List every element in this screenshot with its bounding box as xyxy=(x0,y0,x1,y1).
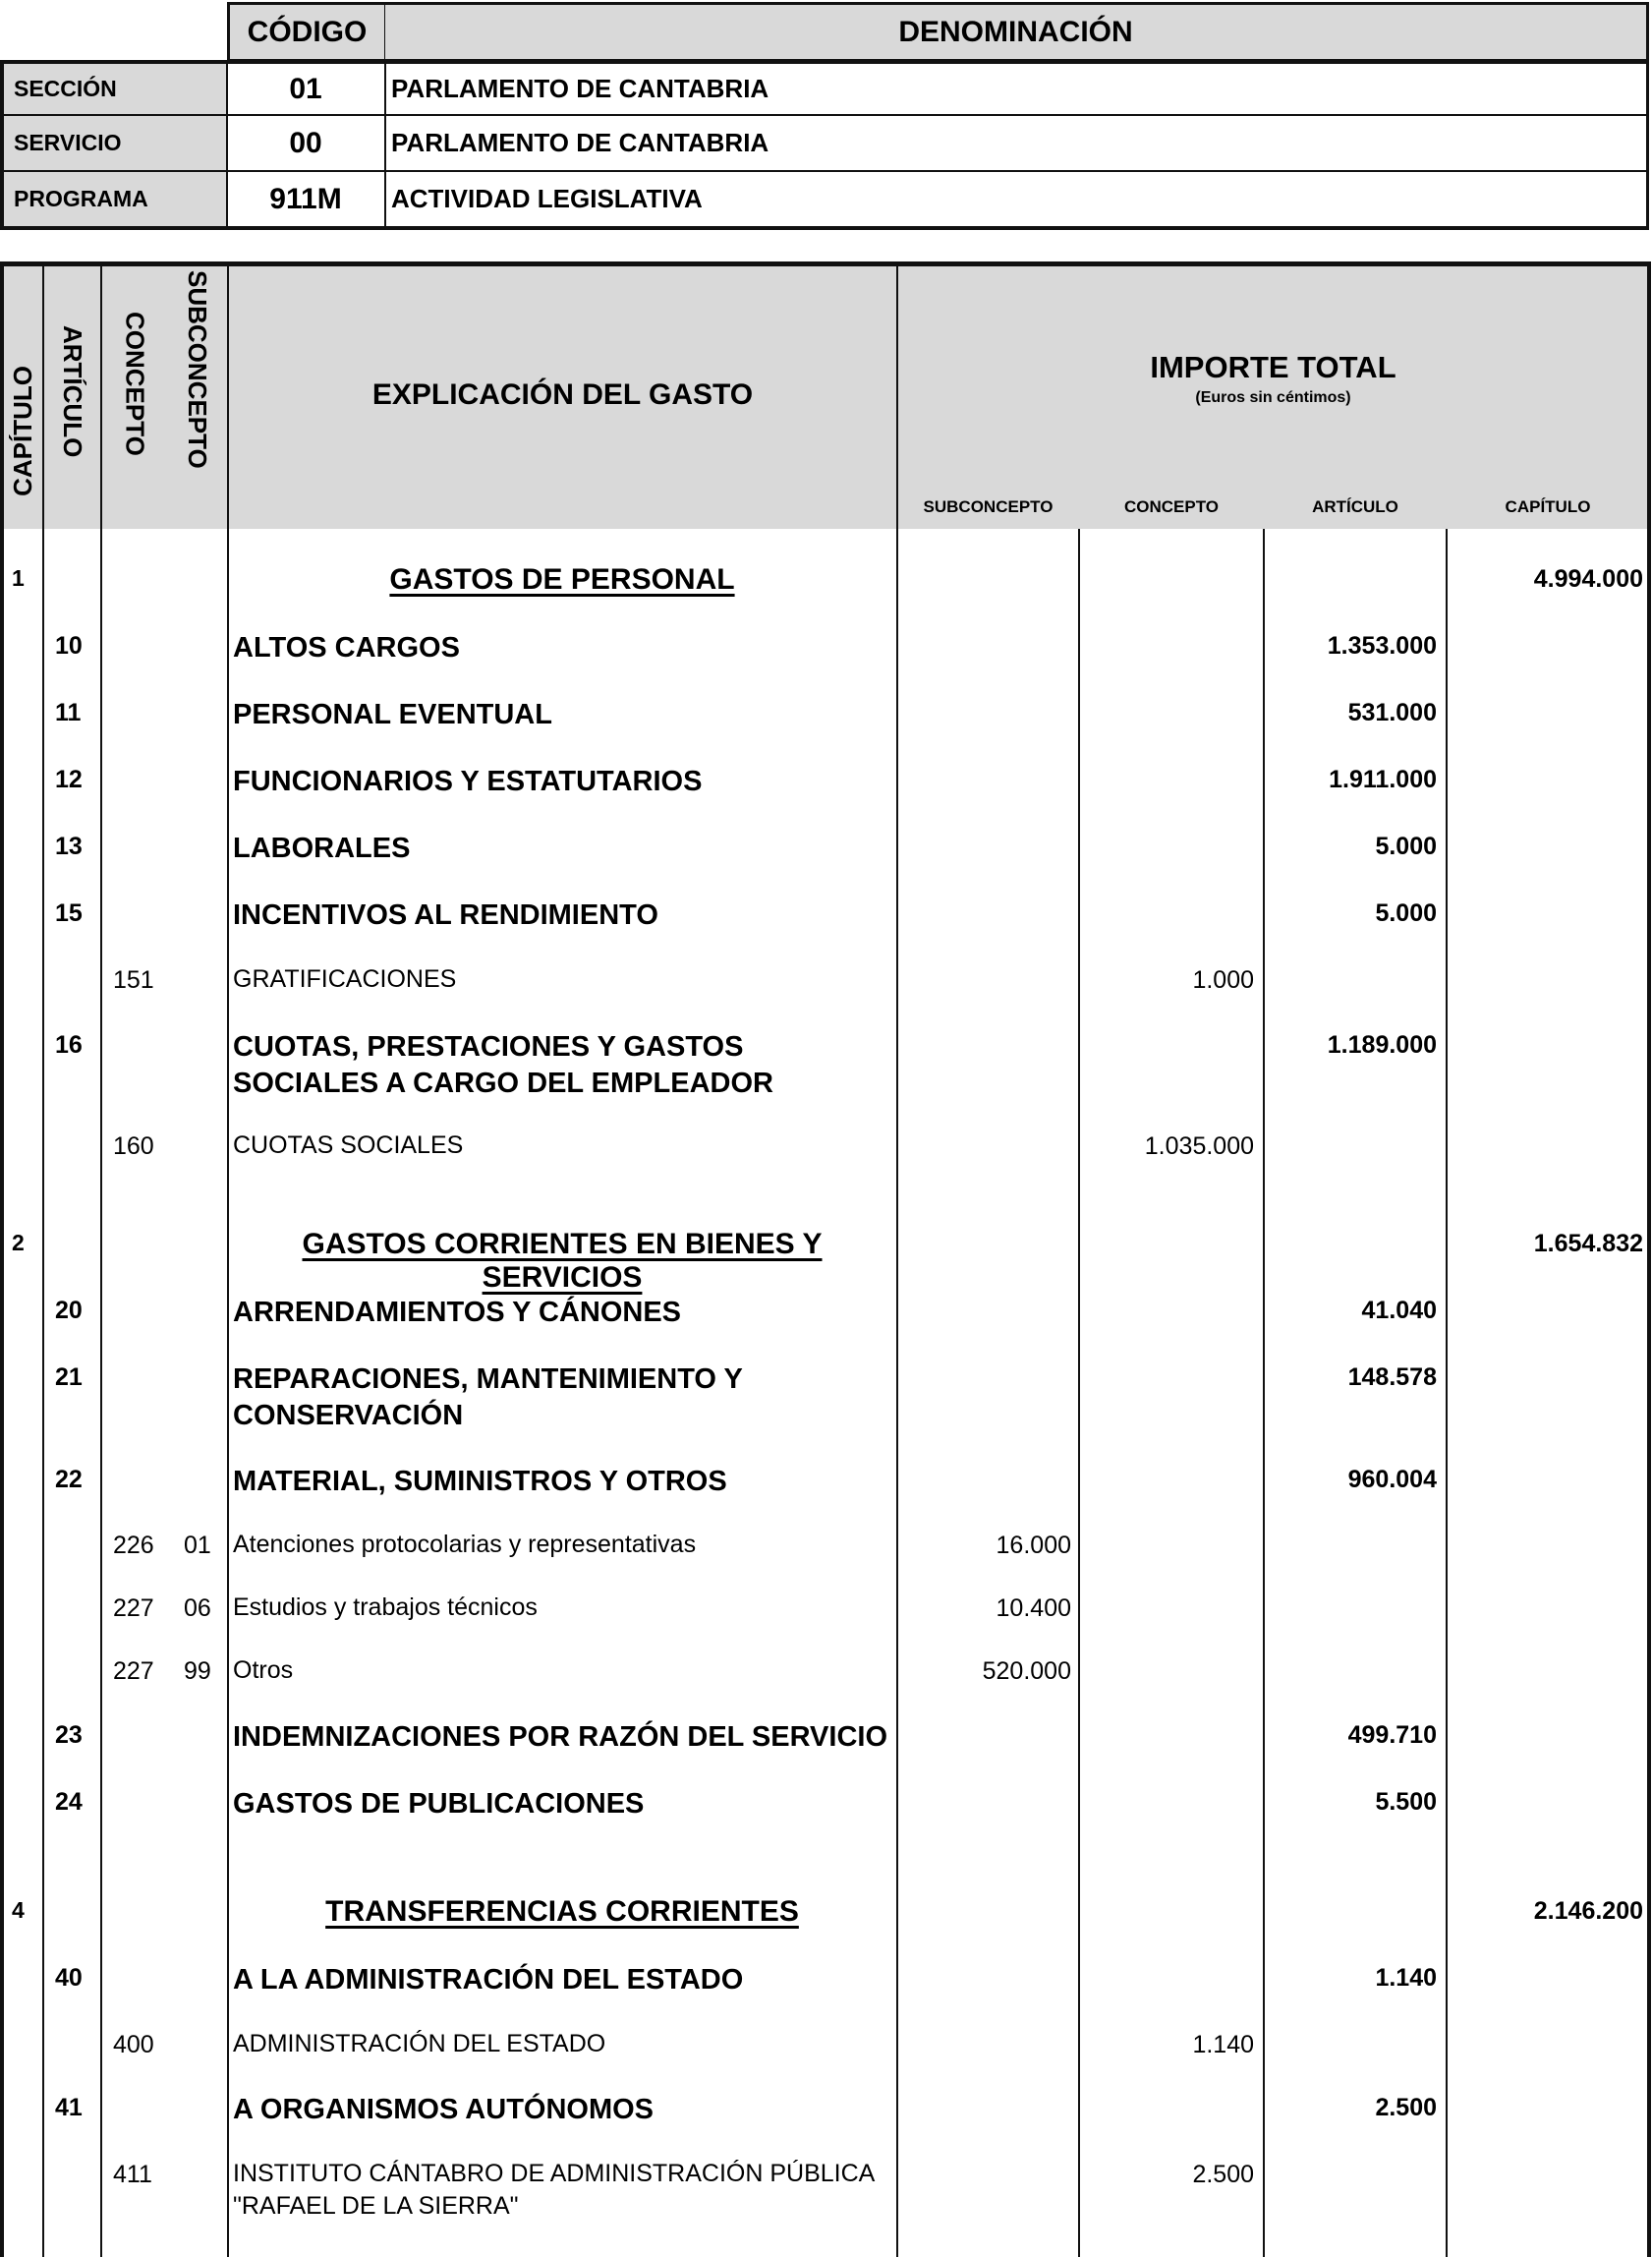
row-description: Atenciones protocolarias y representativas xyxy=(233,1531,697,1558)
concepto-code: 227 xyxy=(113,1594,154,1622)
amount-articulo-header: ARTÍCULO xyxy=(1312,497,1398,516)
concepto-code: 411 xyxy=(113,2161,152,2188)
articulo-amount: 2.500 xyxy=(1375,2094,1437,2121)
row-description: REPARACIONES, MANTENIMIENTO Y CONSERVACIÓN xyxy=(233,1363,743,1431)
row-description: FUNCIONARIOS Y ESTATUTARIOS xyxy=(233,766,703,797)
seccion-code: 01 xyxy=(227,60,386,116)
row-description: INDEMNIZACIONES POR RAZÓN DEL SERVICIO xyxy=(233,1721,887,1753)
capitulo-column-header: CAPÍTULO xyxy=(8,365,37,496)
importe-total-subtitle: (Euros sin céntimos) xyxy=(1195,389,1351,406)
articulo-code: 12 xyxy=(55,766,83,793)
capitulo-amount: 1.654.832 xyxy=(1533,1230,1643,1257)
row-description: ALTOS CARGOS xyxy=(233,632,460,664)
row-description: INSTITUTO CÁNTABRO DE ADMINISTRACIÓN PÚBLICA "RAFAEL DE LA SIERRA" xyxy=(233,2160,874,2220)
capitulo-amount: 2.146.200 xyxy=(1533,1897,1643,1925)
seccion-name: PARLAMENTO DE CANTABRIA xyxy=(385,60,1649,116)
articulo-code: 20 xyxy=(55,1297,83,1324)
articulo-code: 15 xyxy=(55,899,83,927)
articulo-code: 10 xyxy=(55,632,83,660)
subconcepto-amount: 10.400 xyxy=(996,1594,1071,1622)
denominacion-column-header: DENOMINACIÓN xyxy=(385,2,1649,61)
servicio-name: PARLAMENTO DE CANTABRIA xyxy=(385,116,1649,172)
budget-header xyxy=(0,0,1652,231)
articulo-column-header: ARTÍCULO xyxy=(58,324,87,458)
row-description: GASTOS DE PUBLICACIONES xyxy=(233,1788,645,1820)
subconcepto-amount: 16.000 xyxy=(996,1532,1071,1559)
articulo-code: 23 xyxy=(55,1721,83,1749)
row-description: INCENTIVOS AL RENDIMIENTO xyxy=(233,899,658,931)
articulo-amount: 1.189.000 xyxy=(1327,1031,1437,1059)
amount-concepto-header: CONCEPTO xyxy=(1123,497,1220,516)
programa-code: 911M xyxy=(227,172,386,230)
capitulo-amount: 4.994.000 xyxy=(1533,565,1643,593)
subconcepto-column-header: SUBCONCEPTO xyxy=(183,270,212,469)
divider xyxy=(100,261,102,2257)
concepto-code: 151 xyxy=(113,966,154,994)
concepto-amount: 1.140 xyxy=(1192,2031,1254,2058)
articulo-code: 22 xyxy=(55,1466,83,1493)
row-description: PERSONAL EVENTUAL xyxy=(233,699,552,730)
concepto-amount: 1.035.000 xyxy=(1144,1132,1254,1160)
concepto-code: 227 xyxy=(113,1657,154,1685)
row-description: ADMINISTRACIÓN DEL ESTADO xyxy=(233,2030,606,2057)
divider xyxy=(42,261,44,2257)
articulo-amount: 5.000 xyxy=(1375,833,1437,860)
articulo-code: 41 xyxy=(55,2094,83,2121)
capitulo-code: 1 xyxy=(12,565,25,591)
row-description: GRATIFICACIONES xyxy=(233,965,457,993)
articulo-amount: 1.140 xyxy=(1375,1964,1437,1992)
articulo-amount: 5.500 xyxy=(1375,1788,1437,1816)
row-description: ARRENDAMIENTOS Y CÁNONES xyxy=(233,1297,682,1328)
programa-label: PROGRAMA xyxy=(0,172,228,230)
concepto-code: 160 xyxy=(113,1132,154,1160)
articulo-amount: 960.004 xyxy=(1347,1466,1437,1493)
table-border-right xyxy=(1647,261,1651,2257)
concepto-code: 400 xyxy=(113,2031,154,2058)
explicacion-column-header: EXPLICACIÓN DEL GASTO xyxy=(371,378,754,411)
subconcepto-amount: 520.000 xyxy=(982,1657,1071,1685)
row-description: GASTOS DE PERSONAL xyxy=(389,563,735,596)
codigo-column-header: CÓDIGO xyxy=(227,2,386,61)
row-description: Estudios y trabajos técnicos xyxy=(233,1593,538,1621)
articulo-code: 21 xyxy=(55,1363,83,1391)
capitulo-code: 2 xyxy=(12,1230,25,1255)
articulo-amount: 5.000 xyxy=(1375,899,1437,927)
articulo-amount: 499.710 xyxy=(1347,1721,1437,1749)
importe-total-title: IMPORTE TOTAL xyxy=(1150,350,1396,384)
row-description: LABORALES xyxy=(233,833,411,864)
subconcepto-code: 99 xyxy=(184,1657,211,1685)
divider xyxy=(227,261,229,2257)
row-description: GASTOS CORRIENTES EN BIENES Y SERVICIOS xyxy=(302,1228,823,1294)
articulo-amount: 531.000 xyxy=(1347,699,1437,726)
articulo-code: 11 xyxy=(55,699,82,726)
seccion-label: SECCIÓN xyxy=(0,60,228,116)
servicio-code: 00 xyxy=(227,116,386,172)
capitulo-code: 4 xyxy=(12,1897,25,1923)
row-description: MATERIAL, SUMINISTROS Y OTROS xyxy=(233,1466,727,1497)
articulo-code: 13 xyxy=(55,833,83,860)
articulo-amount: 148.578 xyxy=(1347,1363,1437,1391)
concepto-column-header: CONCEPTO xyxy=(120,311,150,456)
importe-total-header xyxy=(897,350,1649,407)
row-description: CUOTAS SOCIALES xyxy=(233,1131,464,1159)
articulo-amount: 1.911.000 xyxy=(1329,766,1437,793)
divider xyxy=(1078,529,1080,2257)
concepto-code: 226 xyxy=(113,1532,154,1559)
divider xyxy=(1446,529,1448,2257)
divider xyxy=(896,261,898,2257)
row-description: A ORGANISMOS AUTÓNOMOS xyxy=(233,2094,655,2125)
articulo-code: 16 xyxy=(55,1031,83,1059)
programa-name: ACTIVIDAD LEGISLATIVA xyxy=(385,172,1649,230)
row-description: CUOTAS, PRESTACIONES Y GASTOS SOCIALES A CARGO DEL EMPLEADOR xyxy=(233,1031,773,1099)
amount-capitulo-header: CAPÍTULO xyxy=(1505,497,1591,516)
concepto-amount: 1.000 xyxy=(1192,966,1254,994)
servicio-label: SERVICIO xyxy=(0,116,228,172)
subconcepto-code: 06 xyxy=(184,1594,211,1622)
articulo-code: 40 xyxy=(55,1964,83,1992)
subconcepto-code: 01 xyxy=(184,1532,211,1559)
articulo-amount: 41.040 xyxy=(1361,1297,1437,1324)
row-description: A LA ADMINISTRACIÓN DEL ESTADO xyxy=(233,1964,744,1996)
amount-subconcepto-header: SUBCONCEPTO xyxy=(923,497,1054,516)
concepto-amount: 2.500 xyxy=(1192,2161,1254,2188)
row-description: Otros xyxy=(233,1656,294,1684)
articulo-amount: 1.353.000 xyxy=(1327,632,1437,660)
row-description: TRANSFERENCIAS CORRIENTES xyxy=(325,1895,799,1928)
articulo-code: 24 xyxy=(55,1788,83,1816)
expense-table xyxy=(0,261,1652,2257)
